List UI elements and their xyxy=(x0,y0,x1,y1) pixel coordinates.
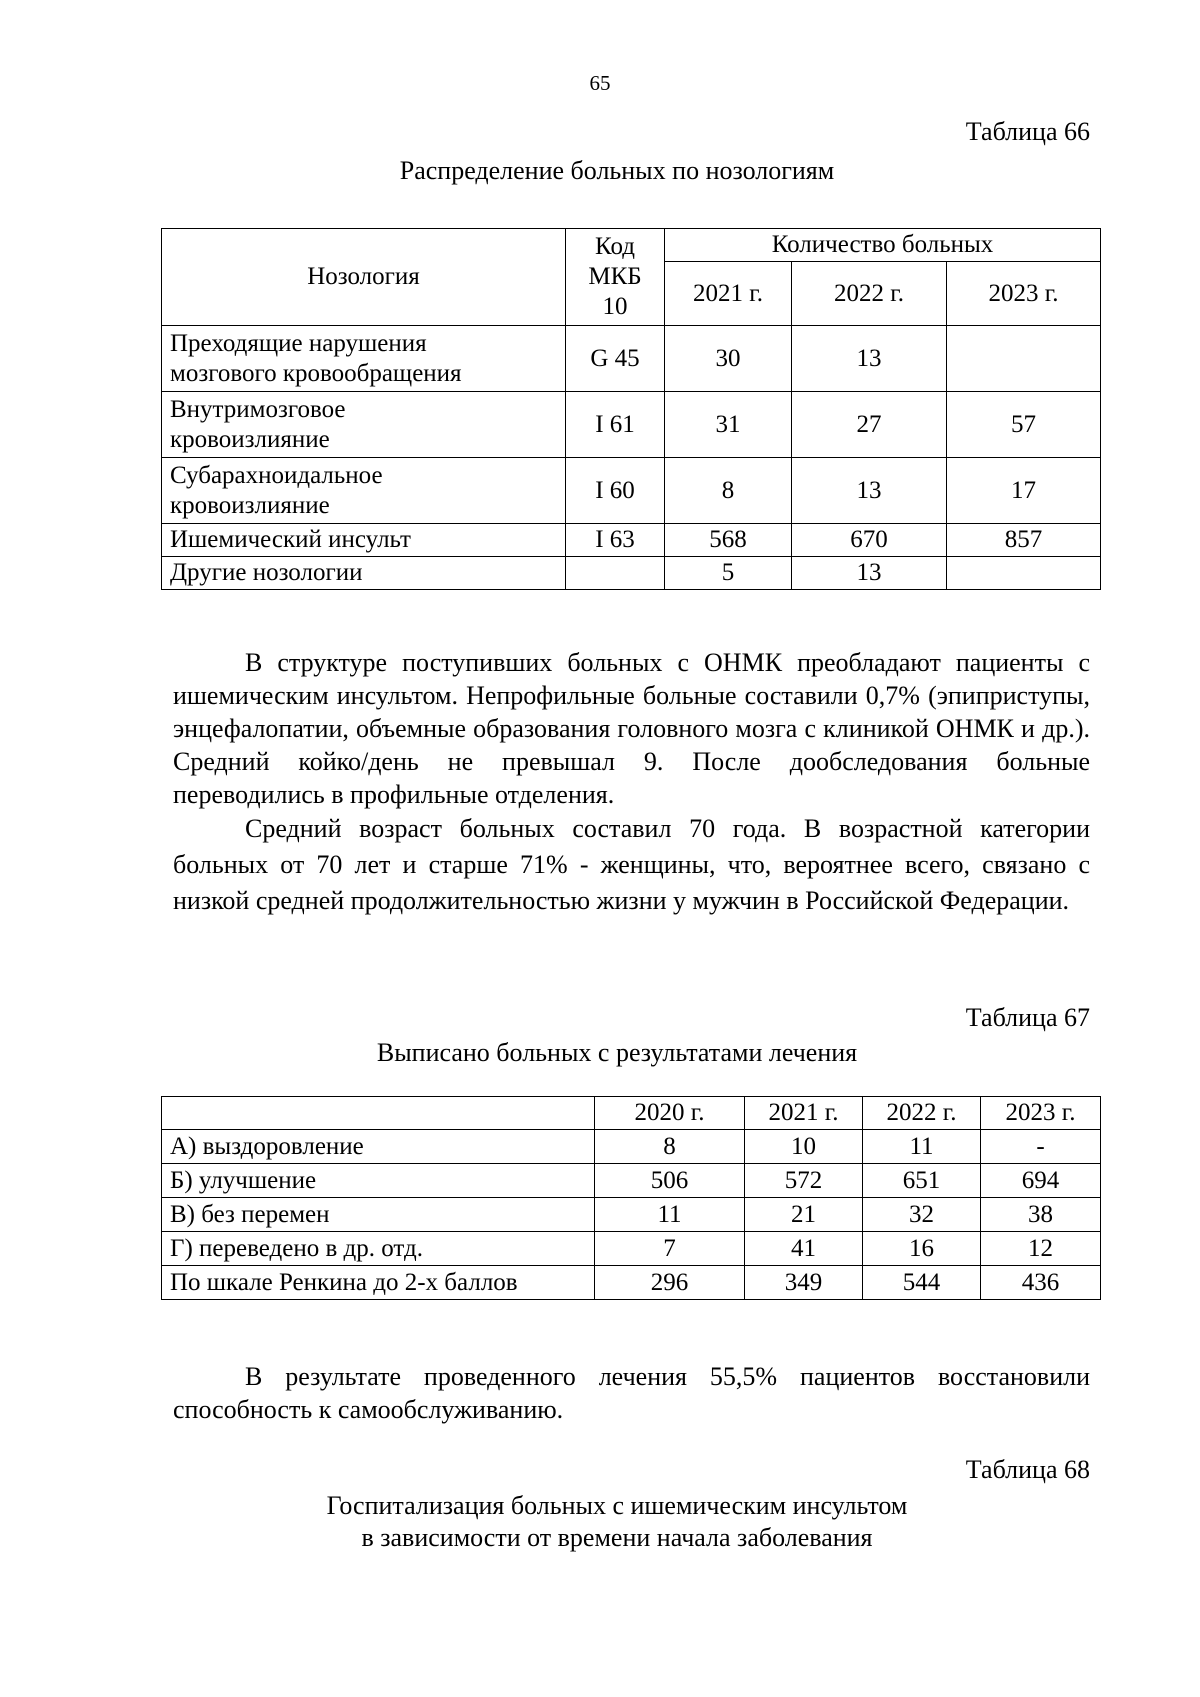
row-2020: 8 xyxy=(595,1130,745,1164)
table-row xyxy=(162,458,1101,524)
row-outcome-name: По шкале Ренкина до 2-х баллов xyxy=(162,1266,595,1300)
row-nosology-name: Субарахноидальное кровоизлияние xyxy=(162,458,566,524)
paragraph-age: Средний возраст больных составил 70 года. В возрастной категории больных от 70 лет и старше 71% - женщины, что, вероятнее всего, связано с низкой средней продолжительностью жизни у мужчин в Российской Федерации. xyxy=(173,814,1090,915)
row-outcome-name: В) без перемен xyxy=(162,1198,595,1232)
header-icd-code: Код МКБ 10 xyxy=(566,229,665,326)
row-2020: 7 xyxy=(595,1232,745,1266)
table-66 xyxy=(161,228,1101,590)
row-2022: 651 xyxy=(863,1164,981,1198)
row-icd-code: I 63 xyxy=(566,524,665,557)
header-patients-count: Количество больных xyxy=(665,229,1101,262)
row-2022: 16 xyxy=(863,1232,981,1266)
row-2021: 10 xyxy=(745,1130,863,1164)
paragraph-result: В результате проведенного лечения 55,5% пациентов восстановили способность к самообслуживанию. xyxy=(173,1362,1090,1424)
table-row xyxy=(162,1198,1101,1232)
header-2021: 2021 г. xyxy=(665,262,792,326)
row-2021: 21 xyxy=(745,1198,863,1232)
header-2020: 2020 г. xyxy=(595,1097,745,1130)
row-2022: 13 xyxy=(792,557,947,590)
row-2023: 436 xyxy=(981,1266,1101,1300)
row-2023: 694 xyxy=(981,1164,1101,1198)
row-nosology-name: Преходящие нарушения мозгового кровообращения xyxy=(162,326,566,392)
row-outcome-name: А) выздоровление xyxy=(162,1130,595,1164)
row-outcome-name: Б) улучшение xyxy=(162,1164,595,1198)
table-68-title-line2: в зависимости от времени начала заболевания xyxy=(361,1523,873,1552)
table-row xyxy=(162,1232,1101,1266)
table-68-title-line1: Госпитализация больных с ишемическим инсультом xyxy=(326,1491,908,1520)
row-2021: 5 xyxy=(665,557,792,590)
row-2023 xyxy=(947,557,1101,590)
row-2022: 11 xyxy=(863,1130,981,1164)
table-row xyxy=(162,392,1101,458)
table-68-label: Таблица 68 xyxy=(965,1455,1090,1484)
table-66-title: Распределение больных по нозологиям xyxy=(399,156,835,185)
row-2021: 349 xyxy=(745,1266,863,1300)
row-nosology-name: Другие нозологии xyxy=(162,557,566,590)
table-row xyxy=(162,557,1101,590)
row-2022: 13 xyxy=(792,326,947,392)
header-nosology: Нозология xyxy=(162,229,566,326)
row-icd-code: I 60 xyxy=(566,458,665,524)
table-67-title: Выписано больных с результатами лечения xyxy=(376,1038,858,1067)
table-66-label: Таблица 66 xyxy=(965,117,1090,146)
row-2022: 670 xyxy=(792,524,947,557)
page-number: 65 xyxy=(589,71,611,95)
row-icd-code: G 45 xyxy=(566,326,665,392)
table-row xyxy=(162,1266,1101,1300)
row-2021: 31 xyxy=(665,392,792,458)
row-2023: - xyxy=(981,1130,1101,1164)
row-2022: 27 xyxy=(792,392,947,458)
row-2020: 506 xyxy=(595,1164,745,1198)
row-2023: 38 xyxy=(981,1198,1101,1232)
row-2021: 572 xyxy=(745,1164,863,1198)
row-icd-code xyxy=(566,557,665,590)
header-2023: 2023 г. xyxy=(947,262,1101,326)
row-2021: 568 xyxy=(665,524,792,557)
row-nosology-name: Внутримозговое кровоизлияние xyxy=(162,392,566,458)
row-2023: 17 xyxy=(947,458,1101,524)
row-2020: 11 xyxy=(595,1198,745,1232)
row-2020: 296 xyxy=(595,1266,745,1300)
row-2023: 57 xyxy=(947,392,1101,458)
row-2022: 13 xyxy=(792,458,947,524)
header-2023: 2023 г. xyxy=(981,1097,1101,1130)
header-blank xyxy=(162,1097,595,1130)
row-2021: 41 xyxy=(745,1232,863,1266)
header-2022: 2022 г. xyxy=(863,1097,981,1130)
body-text-1 xyxy=(173,646,1090,919)
row-nosology-name: Ишемический инсульт xyxy=(162,524,566,557)
table-row xyxy=(162,326,1101,392)
row-2023 xyxy=(947,326,1101,392)
header-2022: 2022 г. xyxy=(792,262,947,326)
table-67 xyxy=(161,1096,1101,1300)
paragraph-structure: В структуре поступивших больных с ОНМК преобладают пациенты с ишемическим инсультом. Непрофильные больные составили 0,7% (эпиприступы, энцефалопатии, объемные образования головного мозга с клиникой ОНМК и др.). Средний койко/день не превышал 9. После дообследования больные переводились в профильные отделения. xyxy=(173,648,1090,809)
table-row xyxy=(162,524,1101,557)
header-2021: 2021 г. xyxy=(745,1097,863,1130)
row-icd-code: I 61 xyxy=(566,392,665,458)
row-2023: 12 xyxy=(981,1232,1101,1266)
row-2022: 32 xyxy=(863,1198,981,1232)
table-row xyxy=(162,1130,1101,1164)
table-67-label: Таблица 67 xyxy=(965,1003,1090,1032)
row-outcome-name: Г) переведено в др. отд. xyxy=(162,1232,595,1266)
row-2021: 8 xyxy=(665,458,792,524)
table-row xyxy=(162,1164,1101,1198)
row-2021: 30 xyxy=(665,326,792,392)
row-2022: 544 xyxy=(863,1266,981,1300)
body-text-2 xyxy=(173,1360,1090,1426)
row-2023: 857 xyxy=(947,524,1101,557)
